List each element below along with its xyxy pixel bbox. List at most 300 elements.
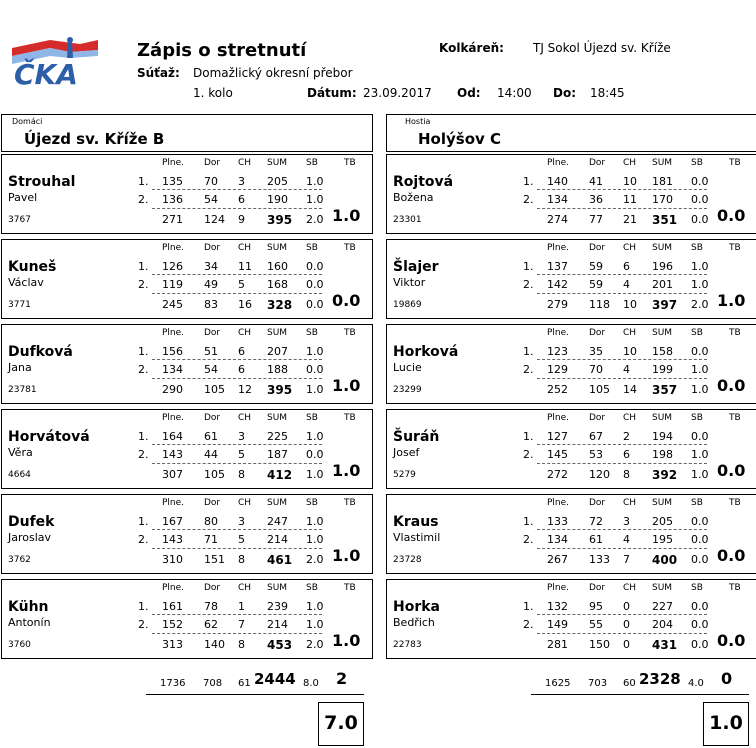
column-header: SUM — [267, 243, 288, 253]
stat-cell: 0.0 — [306, 298, 324, 311]
column-header: TB — [344, 583, 356, 593]
stat-cell: 351 — [652, 213, 678, 227]
stat-cell: 1.0 — [306, 175, 324, 188]
stat-cell: 0.0 — [691, 618, 709, 631]
column-header: SB — [306, 243, 318, 253]
stat-cell: 395 — [267, 383, 293, 397]
home-team-name: Újezd sv. Kříže B — [24, 130, 165, 148]
player-id: 19869 — [393, 300, 422, 310]
player-firstname: Antonín — [8, 616, 51, 629]
player-firstname: Bedřich — [393, 616, 435, 629]
stat-cell: 281 — [547, 638, 568, 651]
player-id: 3762 — [8, 555, 31, 565]
stat-cell: 95 — [589, 600, 603, 613]
stat-cell: 252 — [547, 383, 568, 396]
stat-cell: 143 — [162, 448, 183, 461]
stat-cell: 36 — [589, 193, 603, 206]
stat-cell: 61 — [589, 533, 603, 546]
stat-cell: 3 — [238, 175, 245, 188]
stat-cell: 1.0 — [691, 468, 709, 481]
away-final-score: 1.0 — [703, 702, 749, 746]
column-header: SB — [691, 583, 703, 593]
stat-cell: 0.0 — [691, 430, 709, 443]
stat-cell: 1.0 — [306, 383, 324, 396]
date-value: 23.09.2017 — [363, 86, 432, 100]
stat-cell: 8 — [238, 553, 245, 566]
column-header: Dor — [589, 498, 606, 508]
stat-cell: 0.0 — [306, 363, 324, 376]
row-label: 1. — [523, 175, 534, 188]
tb-value: 0.0 — [717, 631, 746, 650]
player-id: 22783 — [393, 640, 422, 650]
stat-cell: 2.0 — [306, 213, 324, 226]
stat-cell: 392 — [652, 468, 678, 482]
away-player-card — [386, 239, 756, 319]
stat-cell: 61 — [204, 430, 218, 443]
stat-cell: 0 — [623, 618, 630, 631]
stat-cell: 1.0 — [306, 618, 324, 631]
home-player-card — [1, 409, 373, 489]
stat-cell: 2.0 — [691, 298, 709, 311]
away-label: Hostia — [405, 117, 431, 126]
stat-cell: 225 — [267, 430, 288, 443]
column-header: CH — [238, 583, 252, 593]
column-header: SB — [306, 158, 318, 168]
stat-cell: 5 — [238, 448, 245, 461]
stat-cell: 105 — [204, 383, 225, 396]
player-id: 5279 — [393, 470, 416, 480]
column-header: SB — [691, 158, 703, 168]
stat-cell: 124 — [204, 213, 225, 226]
stat-cell: 267 — [547, 553, 568, 566]
away-player-card — [386, 324, 756, 404]
column-header: SB — [691, 413, 703, 423]
stat-cell: 187 — [267, 448, 288, 461]
player-firstname: Jaroslav — [8, 531, 52, 544]
stat-cell: 0.0 — [306, 260, 324, 273]
stat-cell: 9 — [238, 213, 245, 226]
total-sum: 2328 — [639, 670, 681, 688]
row-divider — [152, 633, 322, 634]
row-label: 2. — [523, 618, 534, 631]
stat-cell: 133 — [589, 553, 610, 566]
stat-cell: 195 — [652, 533, 673, 546]
row-divider — [537, 208, 707, 209]
stat-cell: 59 — [589, 278, 603, 291]
stat-cell: 205 — [267, 175, 288, 188]
row-divider — [537, 614, 707, 615]
column-header: Plne. — [547, 498, 570, 508]
row-divider — [537, 444, 707, 445]
stat-cell: 3 — [623, 515, 630, 528]
column-header: CH — [238, 413, 252, 423]
stat-cell: 412 — [267, 468, 293, 482]
row-divider — [537, 548, 707, 549]
column-header: TB — [729, 413, 741, 423]
column-header: TB — [729, 498, 741, 508]
row-divider — [152, 189, 322, 190]
logo-text: ČKA — [14, 58, 78, 91]
row-divider — [537, 293, 707, 294]
player-surname: Strouhal — [8, 174, 76, 190]
stat-cell: 1.0 — [306, 345, 324, 358]
total-ch: 60 — [623, 678, 636, 689]
stat-cell: 4 — [623, 533, 630, 546]
stat-cell: 6 — [238, 193, 245, 206]
column-header: Plne. — [547, 158, 570, 168]
player-firstname: Viktor — [393, 276, 426, 289]
column-header: Plne. — [547, 328, 570, 338]
total-tb: 0 — [721, 669, 733, 688]
player-surname: Rojtová — [393, 174, 454, 190]
stat-cell: 5 — [238, 533, 245, 546]
column-header: Dor — [204, 158, 221, 168]
row-label: 1. — [138, 260, 149, 273]
column-header: SB — [691, 498, 703, 508]
stat-cell: 201 — [652, 278, 673, 291]
stat-cell: 199 — [652, 363, 673, 376]
stat-cell: 6 — [623, 260, 630, 273]
column-header: Plne. — [547, 583, 570, 593]
column-header: TB — [344, 498, 356, 508]
stat-cell: 77 — [589, 213, 603, 226]
home-player-card — [1, 324, 373, 404]
stat-cell: 310 — [162, 553, 183, 566]
column-header: CH — [238, 498, 252, 508]
stat-cell: 11 — [238, 260, 252, 273]
stat-cell: 239 — [267, 600, 288, 613]
home-final-score: 7.0 — [318, 702, 364, 746]
row-label: 2. — [138, 278, 149, 291]
row-label: 1. — [523, 430, 534, 443]
player-id: 4664 — [8, 470, 31, 480]
row-divider — [537, 633, 707, 634]
row-label: 2. — [523, 278, 534, 291]
player-surname: Dufková — [8, 344, 73, 360]
column-header: CH — [623, 498, 637, 508]
row-divider — [152, 293, 322, 294]
stat-cell: 4 — [623, 278, 630, 291]
stat-cell: 204 — [652, 618, 673, 631]
away-team-name: Holýšov C — [418, 130, 502, 148]
player-surname: Horvátová — [8, 429, 90, 445]
row-label: 2. — [138, 533, 149, 546]
column-header: CH — [238, 243, 252, 253]
stat-cell: 0.0 — [691, 175, 709, 188]
player-id: 23301 — [393, 215, 422, 225]
column-header: TB — [344, 158, 356, 168]
stat-cell: 54 — [204, 193, 218, 206]
stat-cell: 1.0 — [691, 448, 709, 461]
stat-cell: 7 — [238, 618, 245, 631]
stat-cell: 2.0 — [306, 638, 324, 651]
row-divider — [537, 378, 707, 379]
to-value: 18:45 — [590, 86, 625, 100]
stat-cell: 1.0 — [306, 533, 324, 546]
column-header: Dor — [204, 498, 221, 508]
stat-cell: 307 — [162, 468, 183, 481]
player-id: 3760 — [8, 640, 31, 650]
stat-cell: 51 — [204, 345, 218, 358]
stat-cell: 274 — [547, 213, 568, 226]
stat-cell: 214 — [267, 533, 288, 546]
stat-cell: 0.0 — [691, 345, 709, 358]
stat-cell: 142 — [547, 278, 568, 291]
column-header: SUM — [652, 583, 673, 593]
cka-logo — [10, 34, 100, 94]
stat-cell: 120 — [589, 468, 610, 481]
date-label: Dátum: — [307, 86, 357, 100]
stat-cell: 0.0 — [306, 278, 324, 291]
stat-cell: 21 — [623, 213, 637, 226]
tb-value: 1.0 — [332, 461, 361, 480]
row-label: 1. — [523, 260, 534, 273]
home-player-card — [1, 154, 373, 234]
stat-cell: 129 — [547, 363, 568, 376]
stat-cell: 158 — [652, 345, 673, 358]
stat-cell: 205 — [652, 515, 673, 528]
stat-cell: 78 — [204, 600, 218, 613]
tb-value: 1.0 — [332, 546, 361, 565]
column-header: TB — [729, 328, 741, 338]
column-header: SB — [306, 583, 318, 593]
total-plne: 1625 — [545, 678, 571, 689]
stat-cell: 134 — [547, 533, 568, 546]
stat-cell: 395 — [267, 213, 293, 227]
stat-cell: 1.0 — [691, 363, 709, 376]
stat-cell: 140 — [547, 175, 568, 188]
stat-cell: 53 — [589, 448, 603, 461]
stat-cell: 71 — [204, 533, 218, 546]
row-label: 2. — [138, 363, 149, 376]
league-value: Domažlický okresní přebor — [193, 66, 353, 80]
row-divider — [152, 274, 322, 275]
column-header: Plne. — [162, 243, 185, 253]
stat-cell: 1.0 — [306, 430, 324, 443]
stat-cell: 10 — [623, 345, 637, 358]
column-header: TB — [729, 243, 741, 253]
stat-cell: 14 — [623, 383, 637, 396]
stat-cell: 134 — [547, 193, 568, 206]
row-divider — [152, 444, 322, 445]
stat-cell: 1.0 — [691, 278, 709, 291]
totals-underline — [531, 694, 749, 695]
page-title: Zápis o stretnutí — [137, 40, 307, 61]
row-divider — [152, 548, 322, 549]
column-header: Dor — [589, 328, 606, 338]
stat-cell: 1.0 — [691, 260, 709, 273]
column-header: SUM — [267, 583, 288, 593]
stat-cell: 164 — [162, 430, 183, 443]
column-header: Dor — [589, 158, 606, 168]
column-header: CH — [623, 328, 637, 338]
column-header: Dor — [204, 243, 221, 253]
column-header: TB — [344, 413, 356, 423]
stat-cell: 10 — [623, 298, 637, 311]
row-divider — [152, 463, 322, 464]
row-divider — [152, 208, 322, 209]
player-surname: Horka — [393, 599, 440, 615]
total-sb: 8.0 — [303, 678, 319, 689]
column-header: SB — [306, 413, 318, 423]
player-surname: Horková — [393, 344, 459, 360]
stat-cell: 135 — [162, 175, 183, 188]
stat-cell: 290 — [162, 383, 183, 396]
column-header: TB — [729, 158, 741, 168]
stat-cell: 72 — [589, 515, 603, 528]
stat-cell: 431 — [652, 638, 678, 652]
round-value: 1. kolo — [193, 86, 233, 100]
away-player-card — [386, 409, 756, 489]
column-header: SB — [306, 328, 318, 338]
stat-cell: 167 — [162, 515, 183, 528]
stat-cell: 160 — [267, 260, 288, 273]
tb-value: 0.0 — [332, 291, 361, 310]
stat-cell: 150 — [589, 638, 610, 651]
row-label: 2. — [523, 363, 534, 376]
stat-cell: 70 — [589, 363, 603, 376]
row-label: 2. — [523, 193, 534, 206]
player-firstname: Jana — [8, 361, 32, 374]
stat-cell: 132 — [547, 600, 568, 613]
stat-cell: 161 — [162, 600, 183, 613]
total-sb: 4.0 — [688, 678, 704, 689]
column-header: SUM — [652, 413, 673, 423]
player-surname: Dufek — [8, 514, 55, 530]
tb-value: 0.0 — [717, 546, 746, 565]
player-firstname: Vlastimil — [393, 531, 441, 544]
row-label: 2. — [523, 533, 534, 546]
row-divider — [537, 359, 707, 360]
stat-cell: 0.0 — [691, 553, 709, 566]
totals-underline — [146, 694, 364, 695]
stat-cell: 12 — [238, 383, 252, 396]
column-header: CH — [623, 583, 637, 593]
player-firstname: Božena — [393, 191, 434, 204]
column-header: CH — [238, 328, 252, 338]
from-value: 14:00 — [497, 86, 532, 100]
stat-cell: 119 — [162, 278, 183, 291]
column-header: Plne. — [162, 583, 185, 593]
stat-cell: 207 — [267, 345, 288, 358]
stat-cell: 59 — [589, 260, 603, 273]
column-header: SUM — [652, 158, 673, 168]
column-header: Dor — [204, 583, 221, 593]
stat-cell: 1 — [238, 600, 245, 613]
stat-cell: 1.0 — [306, 515, 324, 528]
column-header: Dor — [589, 243, 606, 253]
home-label: Domáci — [12, 117, 43, 126]
column-header: Plne. — [162, 158, 185, 168]
column-header: SB — [691, 243, 703, 253]
stat-cell: 80 — [204, 515, 218, 528]
stat-cell: 62 — [204, 618, 218, 631]
stat-cell: 105 — [589, 383, 610, 396]
stat-cell: 188 — [267, 363, 288, 376]
stat-cell: 16 — [238, 298, 252, 311]
stat-cell: 2 — [623, 430, 630, 443]
stat-cell: 168 — [267, 278, 288, 291]
player-surname: Šlajer — [393, 259, 439, 275]
player-id: 23781 — [8, 385, 37, 395]
stat-cell: 181 — [652, 175, 673, 188]
total-plne: 1736 — [160, 678, 186, 689]
stat-cell: 126 — [162, 260, 183, 273]
stat-cell: 1.0 — [306, 468, 324, 481]
tb-value: 0.0 — [717, 206, 746, 225]
stat-cell: 397 — [652, 298, 678, 312]
stat-cell: 156 — [162, 345, 183, 358]
stat-cell: 105 — [204, 468, 225, 481]
stat-cell: 55 — [589, 618, 603, 631]
venue-value: TJ Sokol Újezd sv. Kříže — [533, 41, 671, 55]
stat-cell: 6 — [623, 448, 630, 461]
column-header: SUM — [267, 328, 288, 338]
league-label: Súťaž: — [137, 66, 180, 80]
stat-cell: 145 — [547, 448, 568, 461]
stat-cell: 214 — [267, 618, 288, 631]
column-header: Dor — [204, 413, 221, 423]
stat-cell: 8 — [238, 638, 245, 651]
row-divider — [152, 529, 322, 530]
player-surname: Šuráň — [393, 429, 440, 445]
column-header: SB — [306, 498, 318, 508]
stat-cell: 34 — [204, 260, 218, 273]
stat-cell: 5 — [238, 278, 245, 291]
stat-cell: 44 — [204, 448, 218, 461]
stat-cell: 149 — [547, 618, 568, 631]
stat-cell: 6 — [238, 363, 245, 376]
home-team-box — [1, 114, 373, 152]
stat-cell: 190 — [267, 193, 288, 206]
player-surname: Kraus — [393, 514, 439, 530]
stat-cell: 49 — [204, 278, 218, 291]
stat-cell: 0.0 — [691, 515, 709, 528]
away-team-box — [386, 114, 756, 152]
stat-cell: 127 — [547, 430, 568, 443]
column-header: SUM — [267, 413, 288, 423]
row-label: 1. — [138, 345, 149, 358]
stat-cell: 7 — [623, 553, 630, 566]
row-label: 2. — [138, 618, 149, 631]
column-header: Plne. — [162, 413, 185, 423]
row-label: 1. — [523, 600, 534, 613]
stat-cell: 137 — [547, 260, 568, 273]
away-player-card — [386, 494, 756, 574]
stat-cell: 4 — [623, 363, 630, 376]
player-firstname: Václav — [8, 276, 44, 289]
column-header: SUM — [267, 158, 288, 168]
column-header: Dor — [589, 583, 606, 593]
venue-label: Kolkáreň: — [439, 41, 504, 55]
home-player-card — [1, 239, 373, 319]
row-divider — [152, 614, 322, 615]
stat-cell: 143 — [162, 533, 183, 546]
stat-cell: 83 — [204, 298, 218, 311]
stat-cell: 8 — [623, 468, 630, 481]
away-player-card — [386, 579, 756, 659]
stat-cell: 2.0 — [306, 553, 324, 566]
stat-cell: 0.0 — [691, 213, 709, 226]
stat-cell: 0.0 — [691, 600, 709, 613]
stat-cell: 133 — [547, 515, 568, 528]
stat-cell: 54 — [204, 363, 218, 376]
player-surname: Kühn — [8, 599, 49, 615]
to-label: Do: — [553, 86, 577, 100]
row-label: 1. — [138, 430, 149, 443]
column-header: CH — [623, 413, 637, 423]
stat-cell: 170 — [652, 193, 673, 206]
